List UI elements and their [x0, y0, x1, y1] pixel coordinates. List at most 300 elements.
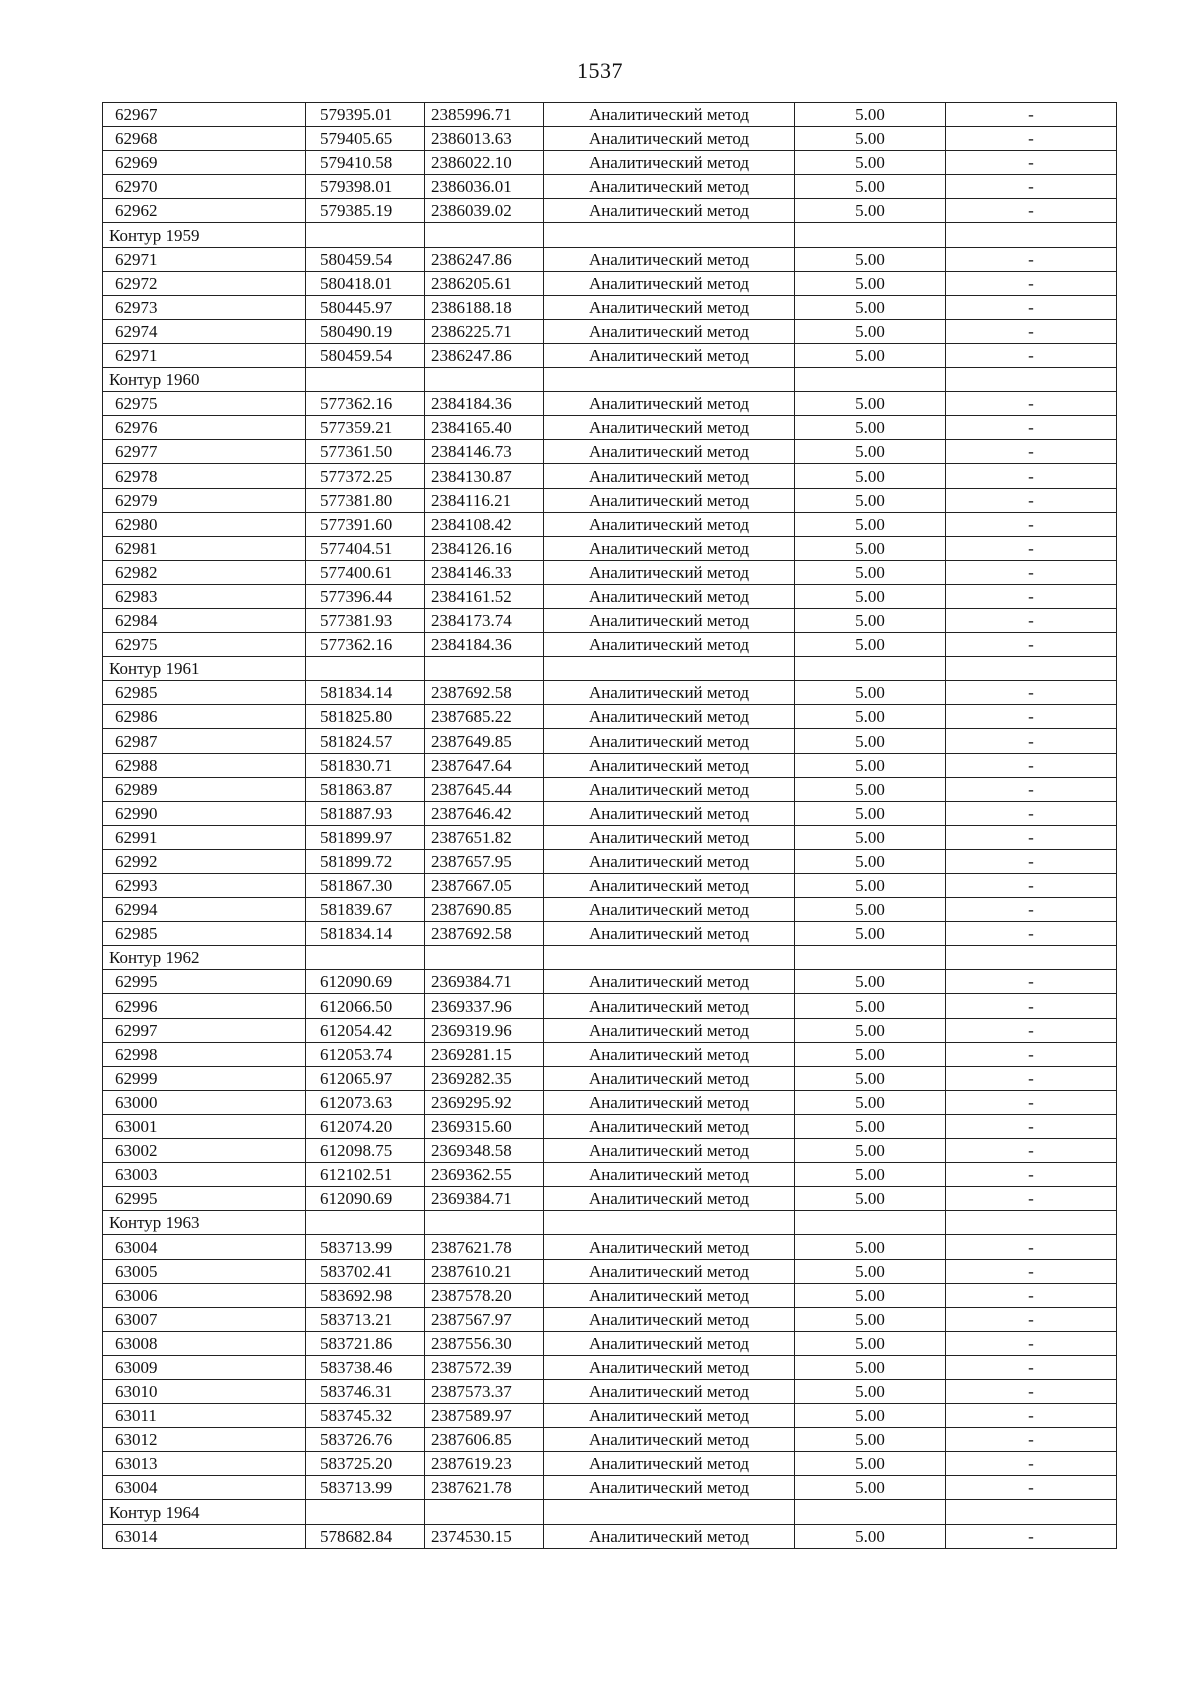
accuracy-cell: 5.00 — [795, 898, 946, 922]
table-row — [103, 922, 1117, 946]
note-cell: - — [946, 175, 1117, 199]
y-coordinate-cell: 2387646.42 — [425, 801, 544, 825]
empty-cell — [544, 1500, 795, 1524]
x-coordinate-cell: 579395.01 — [306, 103, 425, 127]
point-id-cell: 62977 — [103, 440, 306, 464]
table-row — [103, 1114, 1117, 1138]
point-id-cell: 63011 — [103, 1404, 306, 1428]
note-cell: - — [946, 1114, 1117, 1138]
x-coordinate-cell: 581825.80 — [306, 705, 425, 729]
point-id-cell: 63009 — [103, 1355, 306, 1379]
table-row — [103, 970, 1117, 994]
accuracy-cell: 5.00 — [795, 488, 946, 512]
point-id-cell: 62996 — [103, 994, 306, 1018]
table-row — [103, 753, 1117, 777]
method-cell: Аналитический метод — [544, 753, 795, 777]
note-cell: - — [946, 1379, 1117, 1403]
accuracy-cell: 5.00 — [795, 1404, 946, 1428]
note-cell: - — [946, 1331, 1117, 1355]
x-coordinate-cell: 577396.44 — [306, 584, 425, 608]
method-cell: Аналитический метод — [544, 1476, 795, 1500]
table-row — [103, 705, 1117, 729]
y-coordinate-cell: 2387645.44 — [425, 777, 544, 801]
accuracy-cell: 5.00 — [795, 1066, 946, 1090]
empty-cell — [306, 223, 425, 247]
note-cell: - — [946, 512, 1117, 536]
empty-cell — [946, 1211, 1117, 1235]
point-id-cell: 62987 — [103, 729, 306, 753]
x-coordinate-cell: 581887.93 — [306, 801, 425, 825]
coordinates-table-body — [103, 103, 1117, 1549]
table-row — [103, 1163, 1117, 1187]
contour-header-row — [103, 223, 1117, 247]
page-number: 1537 — [577, 58, 623, 83]
point-id-cell: 62975 — [103, 633, 306, 657]
table-row — [103, 1090, 1117, 1114]
method-cell: Аналитический метод — [544, 608, 795, 632]
point-id-cell: 63010 — [103, 1379, 306, 1403]
y-coordinate-cell: 2369282.35 — [425, 1066, 544, 1090]
method-cell: Аналитический метод — [544, 970, 795, 994]
accuracy-cell: 5.00 — [795, 319, 946, 343]
note-cell: - — [946, 633, 1117, 657]
table-row — [103, 295, 1117, 319]
y-coordinate-cell: 2387619.23 — [425, 1452, 544, 1476]
table-row — [103, 1404, 1117, 1428]
accuracy-cell: 5.00 — [795, 922, 946, 946]
method-cell: Аналитический метод — [544, 898, 795, 922]
note-cell: - — [946, 464, 1117, 488]
method-cell: Аналитический метод — [544, 1428, 795, 1452]
point-id-cell: 63002 — [103, 1139, 306, 1163]
y-coordinate-cell: 2387667.05 — [425, 874, 544, 898]
y-coordinate-cell: 2384173.74 — [425, 608, 544, 632]
point-id-cell: 62993 — [103, 874, 306, 898]
y-coordinate-cell: 2386013.63 — [425, 127, 544, 151]
table-row — [103, 874, 1117, 898]
note-cell: - — [946, 584, 1117, 608]
accuracy-cell: 5.00 — [795, 681, 946, 705]
note-cell: - — [946, 1259, 1117, 1283]
table-row — [103, 536, 1117, 560]
accuracy-cell: 5.00 — [795, 512, 946, 536]
x-coordinate-cell: 583713.21 — [306, 1307, 425, 1331]
y-coordinate-cell: 2369348.58 — [425, 1139, 544, 1163]
x-coordinate-cell: 583726.76 — [306, 1428, 425, 1452]
table-row — [103, 440, 1117, 464]
contour-label-cell: Контур 1963 — [103, 1211, 306, 1235]
y-coordinate-cell: 2384184.36 — [425, 633, 544, 657]
empty-cell — [946, 946, 1117, 970]
note-cell: - — [946, 1139, 1117, 1163]
note-cell: - — [946, 1235, 1117, 1259]
empty-cell — [425, 1500, 544, 1524]
empty-cell — [425, 223, 544, 247]
empty-cell — [306, 368, 425, 392]
x-coordinate-cell: 577362.16 — [306, 392, 425, 416]
y-coordinate-cell: 2384130.87 — [425, 464, 544, 488]
method-cell: Аналитический метод — [544, 488, 795, 512]
note-cell: - — [946, 1018, 1117, 1042]
method-cell: Аналитический метод — [544, 560, 795, 584]
point-id-cell: 62989 — [103, 777, 306, 801]
accuracy-cell: 5.00 — [795, 729, 946, 753]
x-coordinate-cell: 583692.98 — [306, 1283, 425, 1307]
point-id-cell: 62994 — [103, 898, 306, 922]
point-id-cell: 62971 — [103, 343, 306, 367]
y-coordinate-cell: 2387572.39 — [425, 1355, 544, 1379]
method-cell: Аналитический метод — [544, 440, 795, 464]
contour-label-cell: Контур 1959 — [103, 223, 306, 247]
y-coordinate-cell: 2387578.20 — [425, 1283, 544, 1307]
accuracy-cell: 5.00 — [795, 1042, 946, 1066]
x-coordinate-cell: 580459.54 — [306, 247, 425, 271]
point-id-cell: 63004 — [103, 1235, 306, 1259]
method-cell: Аналитический метод — [544, 681, 795, 705]
x-coordinate-cell: 581834.14 — [306, 681, 425, 705]
point-id-cell: 63014 — [103, 1524, 306, 1548]
method-cell: Аналитический метод — [544, 1090, 795, 1114]
point-id-cell: 63004 — [103, 1476, 306, 1500]
note-cell: - — [946, 970, 1117, 994]
empty-cell — [795, 223, 946, 247]
note-cell: - — [946, 849, 1117, 873]
y-coordinate-cell: 2386036.01 — [425, 175, 544, 199]
y-coordinate-cell: 2387556.30 — [425, 1331, 544, 1355]
method-cell: Аналитический метод — [544, 922, 795, 946]
method-cell: Аналитический метод — [544, 199, 795, 223]
method-cell: Аналитический метод — [544, 343, 795, 367]
point-id-cell: 63013 — [103, 1452, 306, 1476]
y-coordinate-cell: 2387573.37 — [425, 1379, 544, 1403]
method-cell: Аналитический метод — [544, 705, 795, 729]
accuracy-cell: 5.00 — [795, 536, 946, 560]
x-coordinate-cell: 581863.87 — [306, 777, 425, 801]
point-id-cell: 62971 — [103, 247, 306, 271]
method-cell: Аналитический метод — [544, 1379, 795, 1403]
note-cell: - — [946, 994, 1117, 1018]
table-row — [103, 898, 1117, 922]
table-row — [103, 1042, 1117, 1066]
table-row — [103, 994, 1117, 1018]
accuracy-cell: 5.00 — [795, 343, 946, 367]
table-row — [103, 1355, 1117, 1379]
point-id-cell: 62981 — [103, 536, 306, 560]
x-coordinate-cell: 581824.57 — [306, 729, 425, 753]
method-cell: Аналитический метод — [544, 1066, 795, 1090]
table-row — [103, 151, 1117, 175]
accuracy-cell: 5.00 — [795, 1139, 946, 1163]
point-id-cell: 62982 — [103, 560, 306, 584]
empty-cell — [795, 1211, 946, 1235]
table-row — [103, 1066, 1117, 1090]
y-coordinate-cell: 2386022.10 — [425, 151, 544, 175]
x-coordinate-cell: 583725.20 — [306, 1452, 425, 1476]
method-cell: Аналитический метод — [544, 151, 795, 175]
accuracy-cell: 5.00 — [795, 1355, 946, 1379]
table-row — [103, 1379, 1117, 1403]
x-coordinate-cell: 612090.69 — [306, 970, 425, 994]
accuracy-cell: 5.00 — [795, 103, 946, 127]
table-row — [103, 1331, 1117, 1355]
y-coordinate-cell: 2384184.36 — [425, 392, 544, 416]
note-cell: - — [946, 753, 1117, 777]
method-cell: Аналитический метод — [544, 1452, 795, 1476]
method-cell: Аналитический метод — [544, 247, 795, 271]
empty-cell — [795, 657, 946, 681]
y-coordinate-cell: 2386225.71 — [425, 319, 544, 343]
accuracy-cell: 5.00 — [795, 1235, 946, 1259]
note-cell: - — [946, 777, 1117, 801]
point-id-cell: 62962 — [103, 199, 306, 223]
point-id-cell: 62972 — [103, 271, 306, 295]
empty-cell — [306, 657, 425, 681]
note-cell: - — [946, 151, 1117, 175]
table-row — [103, 1476, 1117, 1500]
method-cell: Аналитический метод — [544, 1163, 795, 1187]
method-cell: Аналитический метод — [544, 1187, 795, 1211]
method-cell: Аналитический метод — [544, 416, 795, 440]
note-cell: - — [946, 898, 1117, 922]
accuracy-cell: 5.00 — [795, 1476, 946, 1500]
accuracy-cell: 5.00 — [795, 970, 946, 994]
x-coordinate-cell: 581834.14 — [306, 922, 425, 946]
empty-cell — [425, 946, 544, 970]
empty-cell — [306, 946, 425, 970]
note-cell: - — [946, 705, 1117, 729]
method-cell: Аналитический метод — [544, 536, 795, 560]
empty-cell — [544, 368, 795, 392]
point-id-cell: 62967 — [103, 103, 306, 127]
point-id-cell: 62973 — [103, 295, 306, 319]
point-id-cell: 63012 — [103, 1428, 306, 1452]
accuracy-cell: 5.00 — [795, 1379, 946, 1403]
note-cell: - — [946, 271, 1117, 295]
x-coordinate-cell: 577361.50 — [306, 440, 425, 464]
accuracy-cell: 5.00 — [795, 199, 946, 223]
x-coordinate-cell: 612090.69 — [306, 1187, 425, 1211]
accuracy-cell: 5.00 — [795, 1090, 946, 1114]
table-row — [103, 1018, 1117, 1042]
x-coordinate-cell: 612053.74 — [306, 1042, 425, 1066]
y-coordinate-cell: 2384165.40 — [425, 416, 544, 440]
accuracy-cell: 5.00 — [795, 440, 946, 464]
method-cell: Аналитический метод — [544, 633, 795, 657]
point-id-cell: 62980 — [103, 512, 306, 536]
x-coordinate-cell: 577381.93 — [306, 608, 425, 632]
table-row — [103, 319, 1117, 343]
table-row — [103, 584, 1117, 608]
note-cell: - — [946, 416, 1117, 440]
table-row — [103, 127, 1117, 151]
x-coordinate-cell: 580459.54 — [306, 343, 425, 367]
empty-cell — [795, 946, 946, 970]
note-cell: - — [946, 1428, 1117, 1452]
x-coordinate-cell: 577372.25 — [306, 464, 425, 488]
y-coordinate-cell: 2369319.96 — [425, 1018, 544, 1042]
empty-cell — [795, 368, 946, 392]
y-coordinate-cell: 2387589.97 — [425, 1404, 544, 1428]
method-cell: Аналитический метод — [544, 319, 795, 343]
y-coordinate-cell: 2386039.02 — [425, 199, 544, 223]
y-coordinate-cell: 2387692.58 — [425, 922, 544, 946]
method-cell: Аналитический метод — [544, 777, 795, 801]
x-coordinate-cell: 577404.51 — [306, 536, 425, 560]
x-coordinate-cell: 612065.97 — [306, 1066, 425, 1090]
table-row — [103, 1259, 1117, 1283]
table-row — [103, 103, 1117, 127]
coordinates-table — [102, 102, 1117, 1549]
note-cell: - — [946, 319, 1117, 343]
note-cell: - — [946, 488, 1117, 512]
empty-cell — [946, 223, 1117, 247]
point-id-cell: 62986 — [103, 705, 306, 729]
note-cell: - — [946, 1283, 1117, 1307]
y-coordinate-cell: 2387621.78 — [425, 1476, 544, 1500]
x-coordinate-cell: 581867.30 — [306, 874, 425, 898]
note-cell: - — [946, 1090, 1117, 1114]
x-coordinate-cell: 583713.99 — [306, 1235, 425, 1259]
y-coordinate-cell: 2387606.85 — [425, 1428, 544, 1452]
point-id-cell: 63008 — [103, 1331, 306, 1355]
x-coordinate-cell: 612102.51 — [306, 1163, 425, 1187]
y-coordinate-cell: 2387649.85 — [425, 729, 544, 753]
x-coordinate-cell: 612054.42 — [306, 1018, 425, 1042]
note-cell: - — [946, 295, 1117, 319]
accuracy-cell: 5.00 — [795, 127, 946, 151]
empty-cell — [946, 1500, 1117, 1524]
note-cell: - — [946, 247, 1117, 271]
method-cell: Аналитический метод — [544, 271, 795, 295]
point-id-cell: 62978 — [103, 464, 306, 488]
x-coordinate-cell: 577362.16 — [306, 633, 425, 657]
method-cell: Аналитический метод — [544, 512, 795, 536]
note-cell: - — [946, 440, 1117, 464]
contour-label-cell: Контур 1964 — [103, 1500, 306, 1524]
contour-label-cell: Контур 1962 — [103, 946, 306, 970]
point-id-cell: 63001 — [103, 1114, 306, 1138]
accuracy-cell: 5.00 — [795, 753, 946, 777]
note-cell: - — [946, 560, 1117, 584]
table-row — [103, 1428, 1117, 1452]
x-coordinate-cell: 579405.65 — [306, 127, 425, 151]
accuracy-cell: 5.00 — [795, 151, 946, 175]
method-cell: Аналитический метод — [544, 1355, 795, 1379]
table-row — [103, 488, 1117, 512]
point-id-cell: 62983 — [103, 584, 306, 608]
x-coordinate-cell: 580490.19 — [306, 319, 425, 343]
y-coordinate-cell: 2369315.60 — [425, 1114, 544, 1138]
accuracy-cell: 5.00 — [795, 295, 946, 319]
table-row — [103, 777, 1117, 801]
point-id-cell: 63006 — [103, 1283, 306, 1307]
x-coordinate-cell: 577381.80 — [306, 488, 425, 512]
x-coordinate-cell: 612074.20 — [306, 1114, 425, 1138]
method-cell: Аналитический метод — [544, 1524, 795, 1548]
y-coordinate-cell: 2387690.85 — [425, 898, 544, 922]
point-id-cell: 62985 — [103, 922, 306, 946]
note-cell: - — [946, 801, 1117, 825]
accuracy-cell: 5.00 — [795, 1452, 946, 1476]
y-coordinate-cell: 2387567.97 — [425, 1307, 544, 1331]
accuracy-cell: 5.00 — [795, 1259, 946, 1283]
method-cell: Аналитический метод — [544, 994, 795, 1018]
y-coordinate-cell: 2387647.64 — [425, 753, 544, 777]
accuracy-cell: 5.00 — [795, 1307, 946, 1331]
table-row — [103, 175, 1117, 199]
method-cell: Аналитический метод — [544, 1331, 795, 1355]
table-row — [103, 825, 1117, 849]
table-row — [103, 849, 1117, 873]
table-row — [103, 392, 1117, 416]
contour-header-row — [103, 368, 1117, 392]
point-id-cell: 62976 — [103, 416, 306, 440]
accuracy-cell: 5.00 — [795, 801, 946, 825]
y-coordinate-cell: 2369295.92 — [425, 1090, 544, 1114]
x-coordinate-cell: 579398.01 — [306, 175, 425, 199]
empty-cell — [544, 946, 795, 970]
y-coordinate-cell: 2369362.55 — [425, 1163, 544, 1187]
point-id-cell: 62975 — [103, 392, 306, 416]
accuracy-cell: 5.00 — [795, 994, 946, 1018]
note-cell: - — [946, 1307, 1117, 1331]
y-coordinate-cell: 2385996.71 — [425, 103, 544, 127]
x-coordinate-cell: 583721.86 — [306, 1331, 425, 1355]
y-coordinate-cell: 2369281.15 — [425, 1042, 544, 1066]
point-id-cell: 62991 — [103, 825, 306, 849]
note-cell: - — [946, 825, 1117, 849]
accuracy-cell: 5.00 — [795, 777, 946, 801]
note-cell: - — [946, 1452, 1117, 1476]
x-coordinate-cell: 581839.67 — [306, 898, 425, 922]
y-coordinate-cell: 2387657.95 — [425, 849, 544, 873]
table-row — [103, 633, 1117, 657]
accuracy-cell: 5.00 — [795, 849, 946, 873]
x-coordinate-cell: 579385.19 — [306, 199, 425, 223]
x-coordinate-cell: 583738.46 — [306, 1355, 425, 1379]
table-row — [103, 247, 1117, 271]
point-id-cell: 62998 — [103, 1042, 306, 1066]
method-cell: Аналитический метод — [544, 584, 795, 608]
note-cell: - — [946, 1355, 1117, 1379]
method-cell: Аналитический метод — [544, 295, 795, 319]
accuracy-cell: 5.00 — [795, 247, 946, 271]
accuracy-cell: 5.00 — [795, 1018, 946, 1042]
table-row — [103, 1524, 1117, 1548]
point-id-cell: 62984 — [103, 608, 306, 632]
point-id-cell: 63005 — [103, 1259, 306, 1283]
note-cell: - — [946, 681, 1117, 705]
note-cell: - — [946, 729, 1117, 753]
contour-label-cell: Контур 1960 — [103, 368, 306, 392]
point-id-cell: 62997 — [103, 1018, 306, 1042]
y-coordinate-cell: 2386188.18 — [425, 295, 544, 319]
table-row — [103, 199, 1117, 223]
point-id-cell: 62999 — [103, 1066, 306, 1090]
note-cell: - — [946, 103, 1117, 127]
accuracy-cell: 5.00 — [795, 416, 946, 440]
x-coordinate-cell: 579410.58 — [306, 151, 425, 175]
accuracy-cell: 5.00 — [795, 175, 946, 199]
point-id-cell: 62974 — [103, 319, 306, 343]
x-coordinate-cell: 581830.71 — [306, 753, 425, 777]
table-row — [103, 1307, 1117, 1331]
empty-cell — [425, 368, 544, 392]
accuracy-cell: 5.00 — [795, 705, 946, 729]
empty-cell — [544, 223, 795, 247]
method-cell: Аналитический метод — [544, 1404, 795, 1428]
accuracy-cell: 5.00 — [795, 825, 946, 849]
